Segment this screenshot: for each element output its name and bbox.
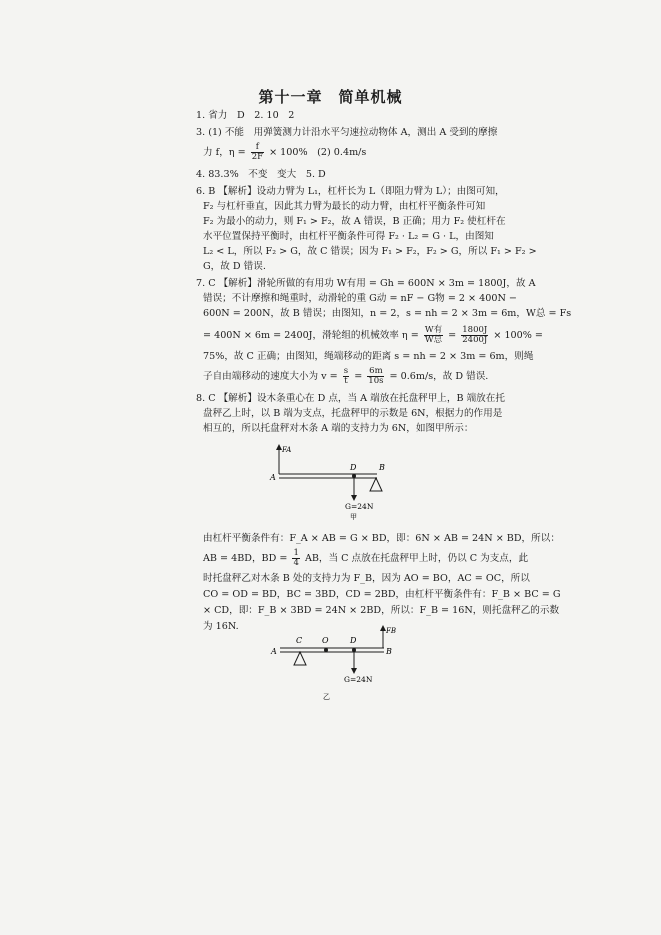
numerator: f — [251, 143, 264, 153]
text-segment: AB = 4BD，BD = — [203, 553, 288, 564]
center-point-o — [324, 648, 328, 652]
answer-line-16 — [203, 367, 488, 386]
label-gravity: G=24N — [344, 675, 373, 684]
denominator: W总 — [424, 335, 443, 345]
label-a: A — [270, 473, 276, 482]
label-gravity: G=24N — [345, 502, 374, 511]
answer-line-13: 600N = 200N，故 B 错误；由图知，n = 2，s = nh = 2 × 3m = 6m，W总 = Fs — [203, 308, 572, 319]
label-b: B — [386, 647, 392, 656]
figure-caption-jia: 甲 — [350, 513, 357, 520]
answer-line-12: 错误；不计摩擦和绳重时，动滑轮的重 G动 = nF − G物 = 2 × 400N − — [203, 293, 517, 304]
numerator: 6m — [369, 366, 383, 376]
fraction — [424, 326, 443, 345]
fraction — [367, 367, 384, 386]
text-segment: = — [448, 330, 457, 341]
label-d: D — [350, 636, 357, 645]
text-segment: 子自由端移动的速度大小为 v = — [203, 371, 338, 382]
denominator: t — [344, 376, 348, 386]
label-fb: FB — [386, 627, 397, 635]
answer-line-6: F₂ 与杠杆垂直，因此其力臂为最长的动力臂，由杠杆平衡条件可知 — [203, 201, 486, 212]
answer-line-18: 盘秤乙上时，以 B 端为支点，托盘秤甲的示数是 6N，根据力的作用是 — [203, 408, 503, 419]
text-segment: × 100% (2) 0.4m/s — [269, 147, 367, 158]
label-c: C — [296, 636, 303, 645]
denominator: 4 — [293, 558, 299, 568]
label-a: A — [271, 647, 277, 656]
label-o: O — [322, 636, 329, 645]
denominator: 2400J — [462, 335, 488, 345]
fulcrum-triangle-icon — [370, 478, 382, 491]
answer-line-22: 时托盘秤乙对木条 B 处的支持力为 F_B，因为 AO = BO，AC = OC，所以 — [203, 573, 530, 584]
answer-line-14 — [203, 326, 543, 345]
label-fa: FA — [282, 446, 292, 454]
answer-line-8: 水平位置保持平衡时，由杠杆平衡条件可得 F₂ · L₂ = G · L，由图知 — [203, 231, 494, 242]
numerator: s — [343, 366, 349, 376]
lever-diagram-jia — [265, 440, 405, 520]
answer-line-15: 75%，故 C 正确；由图知，绳端移动的距离 s = nh = 2 × 3m = 6m，则绳 — [203, 351, 534, 362]
numerator: 1800J — [462, 325, 488, 335]
fraction — [292, 549, 299, 568]
answer-line-23: CO = OD = BD，BC = 3BD，CD = 2BD，由杠杆平衡条件有：F_B × BC = G — [203, 589, 561, 600]
answer-line-2: 3. (1) 不能 用弹簧测力计沿水平匀速拉动物体 A，测出 A 受到的摩擦 — [196, 127, 498, 138]
denominator: 10s — [368, 376, 384, 386]
answer-line-19: 相互的，所以托盘秤对木条 A 端的支持力为 6N，如图甲所示： — [203, 423, 474, 434]
center-of-gravity-dot — [352, 474, 356, 478]
answer-line-3 — [203, 143, 366, 162]
denominator: 2F — [251, 152, 263, 162]
answer-line-24: × CD，即：F_B × 3BD = 24N × 2BD，所以：F_B = 16N，则托盘秤乙的示数 — [203, 605, 560, 616]
answer-line-4: 4. 83.3% 不变 变大 5. D — [196, 169, 326, 180]
chapter-title: 第十一章 简单机械 — [258, 88, 403, 106]
label-b: B — [379, 463, 385, 472]
fraction — [343, 367, 349, 386]
lever-diagram-yi — [266, 623, 406, 703]
label-d: D — [350, 463, 357, 472]
answer-line-7: F₂ 为最小的动力，则 F₁ > F₂，故 A 错误，B 正确；用力 F₂ 使杠杆在 — [203, 216, 506, 227]
numerator: W有 — [424, 325, 443, 335]
answer-line-9: L₂ < L，所以 F₂ > G，故 C 错误；因为 F₁ > F₂，F₂ > G，所以 F₁ > F₂ > — [203, 246, 537, 257]
answer-line-11: 7. C 【解析】滑轮所做的有用功 W有用 = Gh = 600N × 3m = 1800J，故 A — [196, 278, 536, 289]
text-segment: AB，当 C 点放在托盘秤甲上时，仍以 C 为支点，此 — [304, 553, 529, 564]
text-segment: 力 f，η = — [203, 147, 246, 158]
figure-caption-yi: 乙 — [323, 693, 330, 701]
center-of-gravity-dot — [352, 648, 356, 652]
text-segment: × 100% = — [493, 330, 543, 341]
text-segment: = 400N × 6m = 2400J，滑轮组的机械效率 η = — [203, 330, 419, 341]
arrowhead-down-icon — [351, 668, 357, 674]
fraction — [461, 326, 488, 345]
text-segment: = — [354, 371, 363, 382]
answer-line-1: 1. 省力 D 2. 10 2 — [196, 110, 295, 121]
fraction — [251, 143, 264, 162]
answer-line-10: G，故 D 错误. — [203, 261, 266, 272]
answer-line-5: 6. B 【解析】设动力臂为 L₁，杠杆长为 L（即阻力臂为 L）；由图可知， — [196, 186, 505, 197]
answer-line-20: 由杠杆平衡条件有：F_A × AB = G × BD，即：6N × AB = 24N × BD，所以： — [203, 533, 560, 544]
answer-line-21 — [203, 549, 528, 568]
text-segment: = 0.6m/s，故 D 错误. — [389, 371, 489, 382]
fulcrum-triangle-icon — [294, 652, 306, 665]
answer-line-17: 8. C 【解析】设木条重心在 D 点，当 A 端放在托盘秤甲上，B 端放在托 — [196, 393, 505, 404]
answer-line-25: 为 16N. — [203, 621, 239, 632]
arrowhead-down-icon — [351, 495, 357, 501]
numerator: 1 — [293, 548, 299, 558]
